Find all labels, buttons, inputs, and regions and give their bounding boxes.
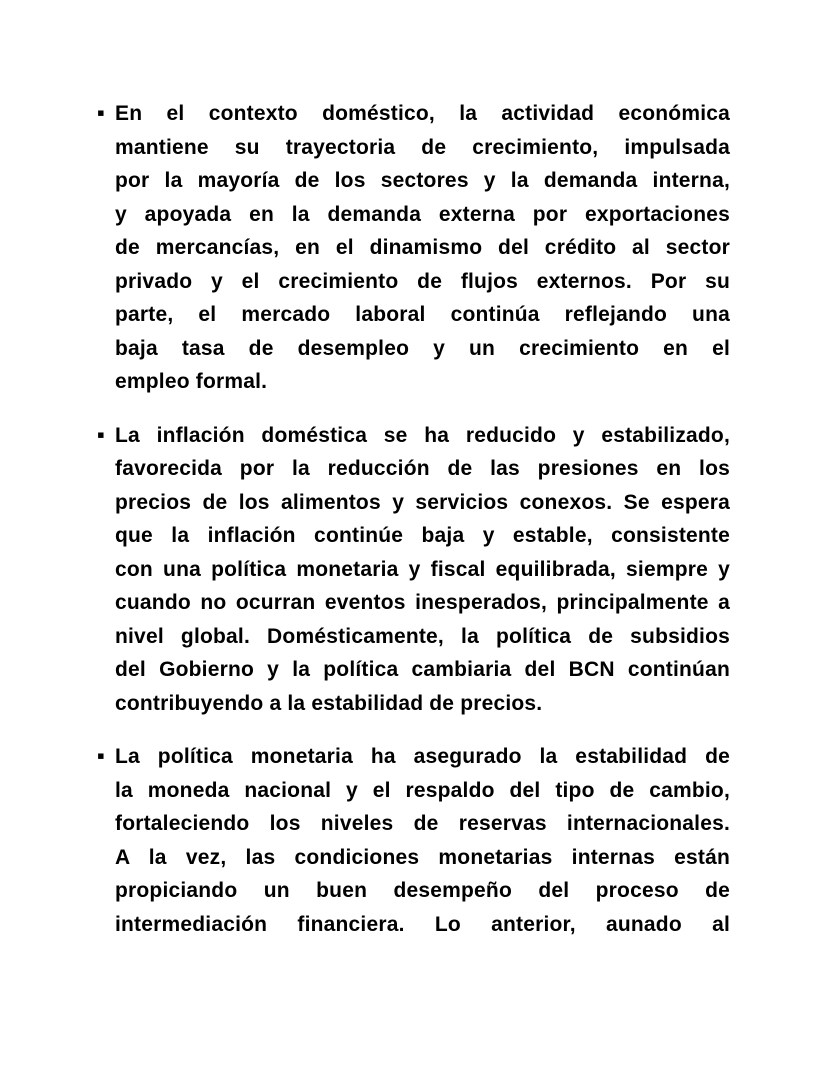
text-line: baja tasa de desempleo y un crecimiento en el bbox=[115, 336, 730, 360]
bullet-marker-icon: ▪ bbox=[97, 421, 105, 447]
text-line: cuando no ocurran eventos inesperados, principalmente a bbox=[115, 591, 730, 614]
text-line: propiciando un buen desempeño del proceso de bbox=[115, 879, 730, 902]
text-line: empleo formal. bbox=[115, 370, 268, 393]
text-line: con una política monetaria y fiscal equilibrada, siempre y bbox=[115, 557, 730, 581]
text-line: de mercancías, en el dinamismo del crédito al sector bbox=[115, 236, 730, 259]
paragraph-text bbox=[115, 419, 730, 721]
text-line: intermediación financiera. Lo anterior, aunado al bbox=[115, 912, 730, 936]
paragraph-text bbox=[115, 97, 730, 399]
text-line: por la mayoría de los sectores y la demanda interna, bbox=[115, 169, 730, 192]
text-line: privado y el crecimiento de flujos externos. Por su bbox=[115, 269, 730, 293]
paragraph-text bbox=[115, 740, 730, 941]
text-line: mantiene su trayectoria de crecimiento, impulsada bbox=[115, 135, 730, 159]
text-line: En el contexto doméstico, la actividad económica bbox=[115, 102, 730, 125]
text-line: precios de los alimentos y servicios conexos. Se espera bbox=[115, 490, 730, 514]
text-line: A la vez, las condiciones monetarias internas están bbox=[115, 845, 730, 869]
bullet-paragraph bbox=[97, 96, 730, 399]
text-line: parte, el mercado laboral continúa reflejando una bbox=[115, 303, 730, 326]
bullet-list bbox=[97, 96, 730, 960]
text-line: La política monetaria ha asegurado la estabilidad de bbox=[115, 745, 730, 768]
text-line: que la inflación continúe baja y estable, consistente bbox=[115, 524, 730, 547]
bullet-marker-icon: ▪ bbox=[97, 743, 105, 768]
text-line: favorecida por la reducción de las presiones en los bbox=[115, 457, 730, 480]
bullet-paragraph bbox=[97, 418, 730, 721]
text-line: La inflación doméstica se ha reducido y estabilizado, bbox=[115, 423, 730, 447]
text-line: contribuyendo a la estabilidad de precios. bbox=[115, 691, 543, 715]
text-line: nivel global. Domésticamente, la política de subsidios bbox=[115, 624, 730, 648]
bullet-paragraph bbox=[97, 739, 730, 941]
bullet-marker-icon: ▪ bbox=[97, 100, 105, 125]
text-line: la moneda nacional y el respaldo del tipo de cambio, bbox=[115, 778, 730, 802]
text-line: del Gobierno y la política cambiaria del BCN continúan bbox=[115, 658, 730, 681]
text-line: fortaleciendo los niveles de reservas internacionales. bbox=[115, 812, 730, 835]
text-line: y apoyada en la demanda externa por exportaciones bbox=[115, 202, 730, 226]
